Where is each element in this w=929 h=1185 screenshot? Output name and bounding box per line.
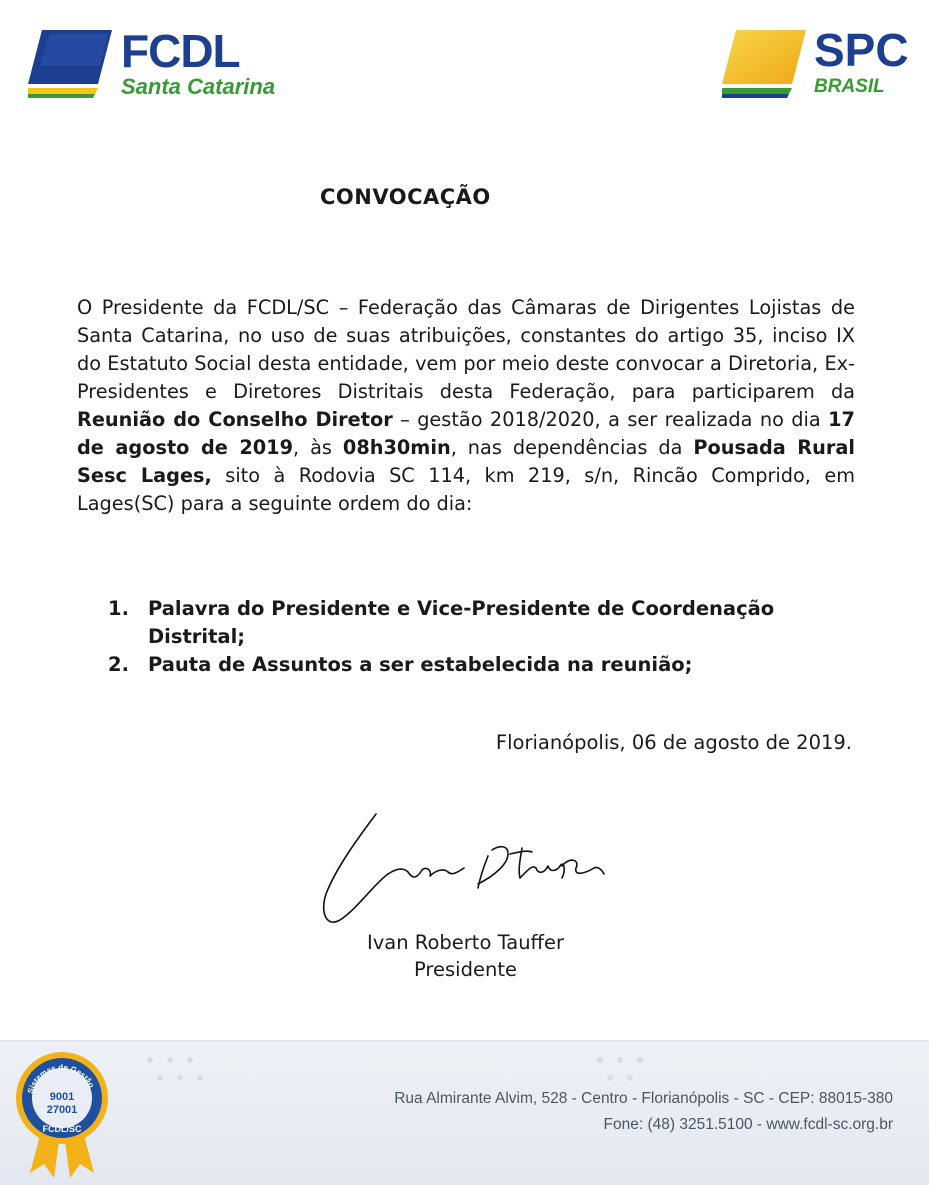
seal-top-text: Sistemas de Gestão: [25, 1062, 96, 1095]
meeting-name: Reunião do Conselho Diretor: [77, 408, 393, 431]
spc-logo-mark-icon: [722, 28, 812, 100]
agenda-list: [108, 595, 808, 679]
footer: [0, 1040, 929, 1185]
meeting-venue: Pousada Rural Sesc Lages,: [77, 436, 855, 487]
spc-logo: [722, 24, 912, 100]
seal-code-2: 27001: [46, 1104, 78, 1116]
meeting-time: 08h30min: [342, 436, 451, 459]
agenda-item-number: 2.: [108, 653, 129, 676]
agenda-item: [108, 651, 808, 679]
agenda-item-text: Palavra do Presidente e Vice-Presidente de Coordenação Distrital;: [148, 597, 775, 648]
body-text-part: , às: [293, 436, 343, 459]
body-text-part: – gestão 2018/2020, a ser realizada no dia: [392, 408, 829, 431]
certification-seal: [12, 1048, 112, 1178]
signer-role: Presidente: [414, 958, 517, 981]
meeting-date: 17 de agosto de 2019: [77, 408, 855, 459]
fcdl-logo-subtitle: Santa Catarina: [121, 74, 276, 99]
convocation-paragraph: [77, 294, 855, 518]
place-date: Florianópolis, 06 de agosto de 2019.: [495, 731, 852, 754]
footer-pattern-icon: [0, 1040, 929, 1185]
fcdl-logo-title: FCDL: [121, 25, 240, 77]
agenda-item: [108, 595, 808, 651]
fcdl-logo: [28, 25, 278, 100]
spc-logo-subtitle: BRASIL: [814, 76, 885, 97]
footer-address: Rua Almirante Alvim, 528 - Centro - Florianópolis - SC - CEP: 88015-380: [394, 1090, 893, 1107]
footer-contact: Fone: (48) 3251.5100 - www.fcdl-sc.org.br: [603, 1116, 893, 1133]
signature-image: [318, 808, 608, 928]
document-title: CONVOCAÇÃO: [320, 185, 491, 209]
body-text-part: sito à Rodovia SC 114, km 219, s/n, Rincão Comprido, em Lages(SC) para a seguinte ordem do dia:: [77, 464, 855, 515]
signer-name: Ivan Roberto Tauffer: [367, 931, 565, 954]
body-text-part: O Presidente da FCDL/SC – Federação das Câmaras de Dirigentes Lojistas de Santa Catarina, no uso de suas atribuições, constantes do artigo 35, inciso IX do Estatuto Social desta entidade, vem por meio deste convocar a Diretoria, Ex-Presidentes e Diretores Distritais desta Federação, para participarem da: [77, 296, 855, 403]
seal-code-1: 9001: [49, 1091, 75, 1103]
agenda-item-text: Pauta de Assuntos a ser estabelecida na reunião;: [148, 653, 693, 676]
fcdl-logo-mark-icon: [28, 28, 118, 100]
spc-logo-title: SPC: [814, 24, 909, 76]
agenda-item-number: 1.: [108, 597, 129, 620]
body-text-part: , nas dependências da: [450, 436, 694, 459]
seal-bottom-text: FCDL/SC: [42, 1124, 82, 1134]
